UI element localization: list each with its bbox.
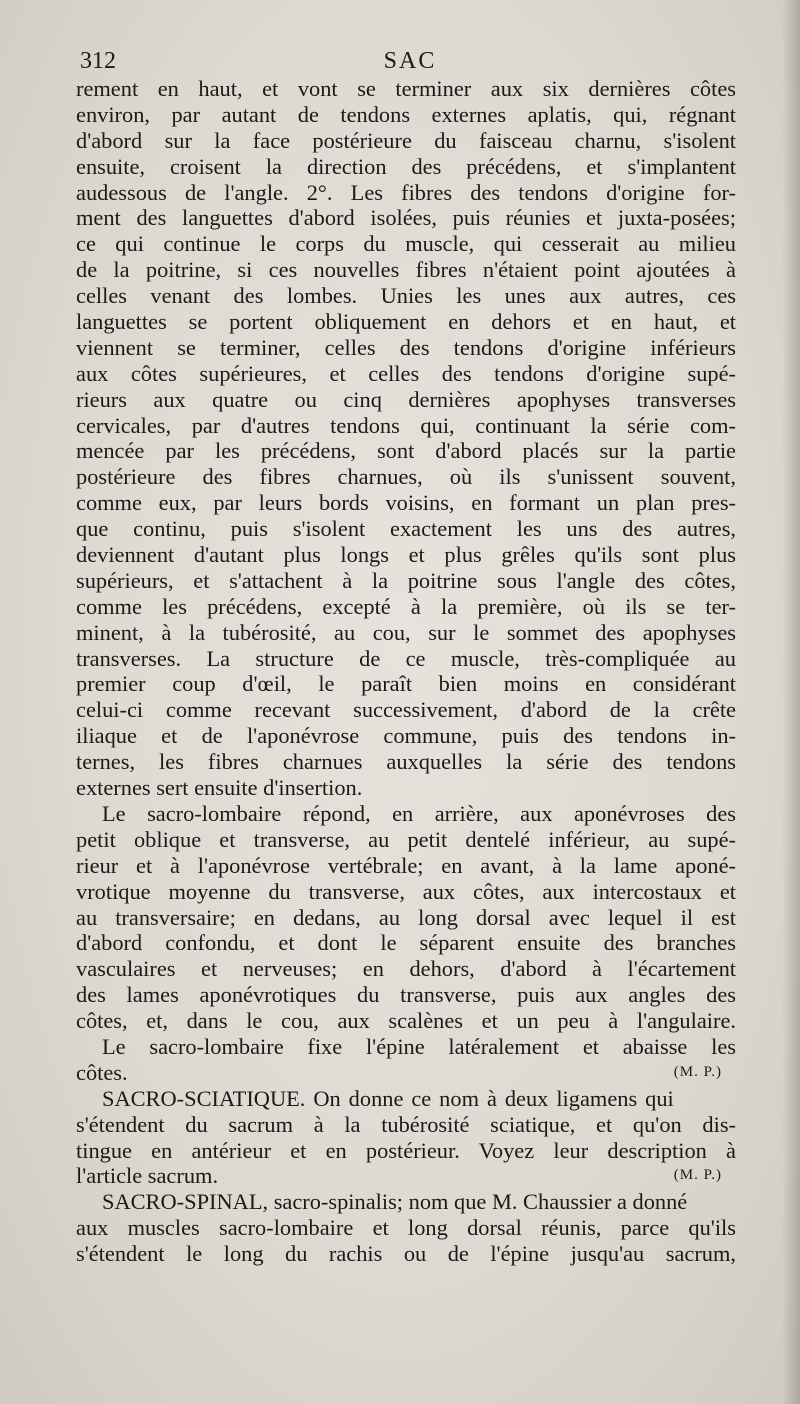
text-line: iliaque et de l'aponévrose commune, puis des tendons in-	[76, 723, 736, 749]
text-line: de la poitrine, si ces nouvelles fibres n'étaient point ajoutées à	[76, 257, 736, 283]
text-line: externes sert ensuite d'insertion.	[76, 775, 363, 801]
text-line: ternes, les fibres charnues auxquelles la série des tendons	[76, 749, 736, 775]
text-line: l'article sacrum.	[76, 1163, 219, 1189]
text-line: d'abord sur la face postérieure du faisceau charnu, s'isolent	[76, 127, 736, 153]
text-line: tingue en antérieur et en postérieur. Voyez leur description à	[76, 1137, 736, 1163]
text-line: premier coup d'œil, le paraît bien moins en considérant	[76, 671, 736, 697]
text-line: audessous de l'angle. 2°. Les fibres des tendons d'origine for-	[76, 179, 736, 205]
text-line: comme les précédens, excepté à la première, où ils se ter-	[76, 593, 736, 619]
text-line: ce qui continue le corps du muscle, qui cesserait au milieu	[76, 231, 736, 257]
entry-line: SACRO-SPINAL, sacro-spinalis; nom que M. Chaussier a donné	[102, 1189, 688, 1215]
text-line: viennent se terminer, celles des tendons d'origine inférieurs	[76, 334, 736, 360]
text-line: deviennent d'autant plus longs et plus grêles qu'ils sont plus	[76, 542, 736, 568]
text-line: Le sacro-lombaire répond, en arrière, aux aponévroses des	[102, 800, 736, 826]
text-line: supérieurs, et s'attachent à la poitrine sous l'angle des côtes,	[76, 567, 736, 593]
text-line: mencée par les précédens, sont d'abord placés sur la partie	[76, 438, 736, 464]
text-line: minent, à la tubérosité, au cou, sur le sommet des apophyses	[76, 619, 736, 645]
text-line: ment des languettes d'abord isolées, puis réunies et juxta-posées;	[76, 205, 736, 231]
text-line: aux muscles sacro-lombaire et long dorsal réunis, parce qu'ils	[76, 1215, 736, 1241]
text-line: vasculaires et nerveuses; en dehors, d'abord à l'écartement	[76, 956, 736, 982]
page-edge-shadow	[782, 0, 800, 1404]
text-line: que continu, puis s'isolent exactement les uns des autres,	[76, 516, 736, 542]
text-line-with-signature	[76, 1060, 736, 1086]
page-header	[80, 44, 740, 78]
text-line: transverses. La structure de ce muscle, très-compliquée au	[76, 645, 736, 671]
text-line: celles venant des lombes. Unies les unes aux autres, ces	[76, 283, 736, 309]
text-line: Le sacro-lombaire fixe l'épine latéralement et abaisse les	[102, 1033, 736, 1059]
text-line: des lames aponévrotiques du transverse, puis aux angles des	[76, 982, 736, 1008]
text-line: postérieure des fibres charnues, où ils s'unissent souvent,	[76, 464, 736, 490]
text-line: rement en haut, et vont se terminer aux six dernières côtes	[76, 76, 736, 101]
text-line: rieurs aux quatre ou cinq dernières apophyses transverses	[76, 386, 736, 412]
text-line-with-signature	[76, 1163, 736, 1189]
text-line: aux côtes supérieures, et celles des tendons d'origine supé-	[76, 360, 736, 386]
body-text	[76, 76, 736, 1267]
text-line: celui-ci comme recevant successivement, d'abord de la crête	[76, 697, 736, 723]
text-line: rieur et à l'aponévrose vertébrale; en avant, à la lame aponé-	[76, 852, 736, 878]
text-line: d'abord confondu, et dont le séparent ensuite des branches	[76, 930, 736, 956]
text-line: côtes, et, dans le cou, aux scalènes et un peu à l'angulaire.	[76, 1008, 736, 1034]
author-signature: (M. P.)	[673, 1167, 722, 1184]
text-line: côtes.	[76, 1059, 128, 1085]
text-line: comme eux, par leurs bords voisins, en formant un plan pres-	[76, 490, 736, 516]
text-line: s'étendent du sacrum à la tubérosité sciatique, et qu'on dis-	[76, 1111, 736, 1137]
text-line: s'étendent le long du rachis ou de l'épine jusqu'au sacrum,	[76, 1241, 736, 1267]
text-line: cervicales, par d'autres tendons qui, continuant la série com-	[76, 412, 736, 438]
text-line: au transversaire; en dedans, au long dorsal avec lequel il est	[76, 904, 736, 930]
text-line: environ, par autant de tendons externes aplatis, qui, régnant	[76, 101, 736, 127]
entry-line: SACRO-SCIATIQUE. On donne ce nom à deux ligamens qui	[102, 1085, 674, 1111]
page-number: 312	[80, 48, 116, 74]
text-line: ensuite, croisent la direction des précédens, et s'implantent	[76, 153, 736, 179]
text-line: vrotique moyenne du transverse, aux côtes, aux intercostaux et	[76, 878, 736, 904]
text-line: petit oblique et transverse, au petit dentelé inférieur, au supé-	[76, 826, 736, 852]
running-head: SAC	[383, 48, 437, 74]
text-line: languettes se portent obliquement en dehors et en haut, et	[76, 309, 736, 335]
author-signature: (M. P.)	[673, 1063, 722, 1080]
